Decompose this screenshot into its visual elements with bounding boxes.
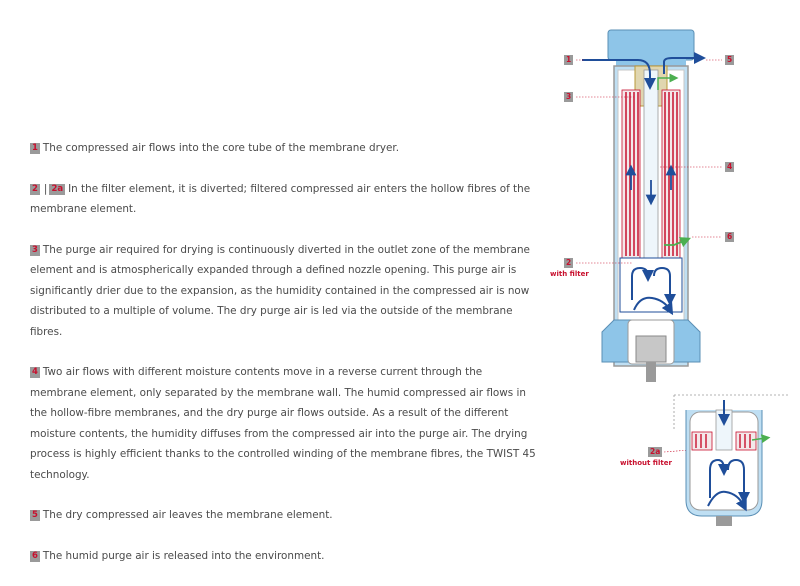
step-text: The dry compressed air leaves the membrane element. <box>42 509 333 521</box>
step-4-paragraph <box>30 362 540 485</box>
step-2-paragraph <box>30 179 540 220</box>
step-text: In the filter element, it is diverted; filtered compressed air enters the hollow fibres of the membrane element. <box>30 182 531 215</box>
step-badge: 2 <box>32 183 38 194</box>
step-3-paragraph <box>30 240 540 343</box>
callout-2a: 2a <box>650 447 661 456</box>
badge-separator: | <box>43 182 48 195</box>
step-6-paragraph <box>30 546 540 567</box>
step-text: The purge air required for drying is continuously diverted in the outlet zone of the membrane element and is atmospherically expanded through a defined nozzle opening. This purge air is significantly drier due to the expansion, as the humidity contained in the compressed air is now distributed to a multiple of volume. The dry purge air is led via the outside of the membrane fibres. <box>30 243 530 338</box>
step-text: The compressed air flows into the core tube of the membrane dryer. <box>42 142 400 154</box>
callout-6: 6 <box>727 232 733 241</box>
dryer-illustration <box>540 20 800 550</box>
callout-4: 4 <box>727 162 733 171</box>
step-text: Two air flows with different moisture contents move in a reverse current through the membrane element, only separated by the membrane wall. The humid compressed air flows in the hollow-fibre membranes, and the dry purge air flows outside. As a result of the different moisture contents, the humidity diffuses from the compressed air into the purge air. The drying process is highly efficient thanks to the controlled winding of the membrane fibres, the TWIST 45 technology. <box>30 366 536 481</box>
step-badge: 2a <box>51 183 64 194</box>
description-text <box>30 138 540 586</box>
step-1-paragraph <box>30 138 540 159</box>
callout-5: 5 <box>727 55 733 64</box>
callout-2: 2 <box>566 258 572 267</box>
membrane-dryer-diagram <box>540 20 800 550</box>
without-filter-label: without filter <box>620 459 672 467</box>
step-badge: 6 <box>32 550 38 561</box>
callout-3: 3 <box>566 92 572 101</box>
step-badge: 5 <box>32 510 38 520</box>
callout-1: 1 <box>566 55 572 64</box>
step-badge: 4 <box>32 367 38 377</box>
step-5-paragraph <box>30 505 540 526</box>
without-filter-inset <box>674 395 790 526</box>
step-badge: 1 <box>32 143 38 153</box>
with-filter-label: with filter <box>550 270 589 278</box>
step-text: The humid purge air is released into the environment. <box>42 549 325 562</box>
step-badge: 3 <box>32 244 38 255</box>
